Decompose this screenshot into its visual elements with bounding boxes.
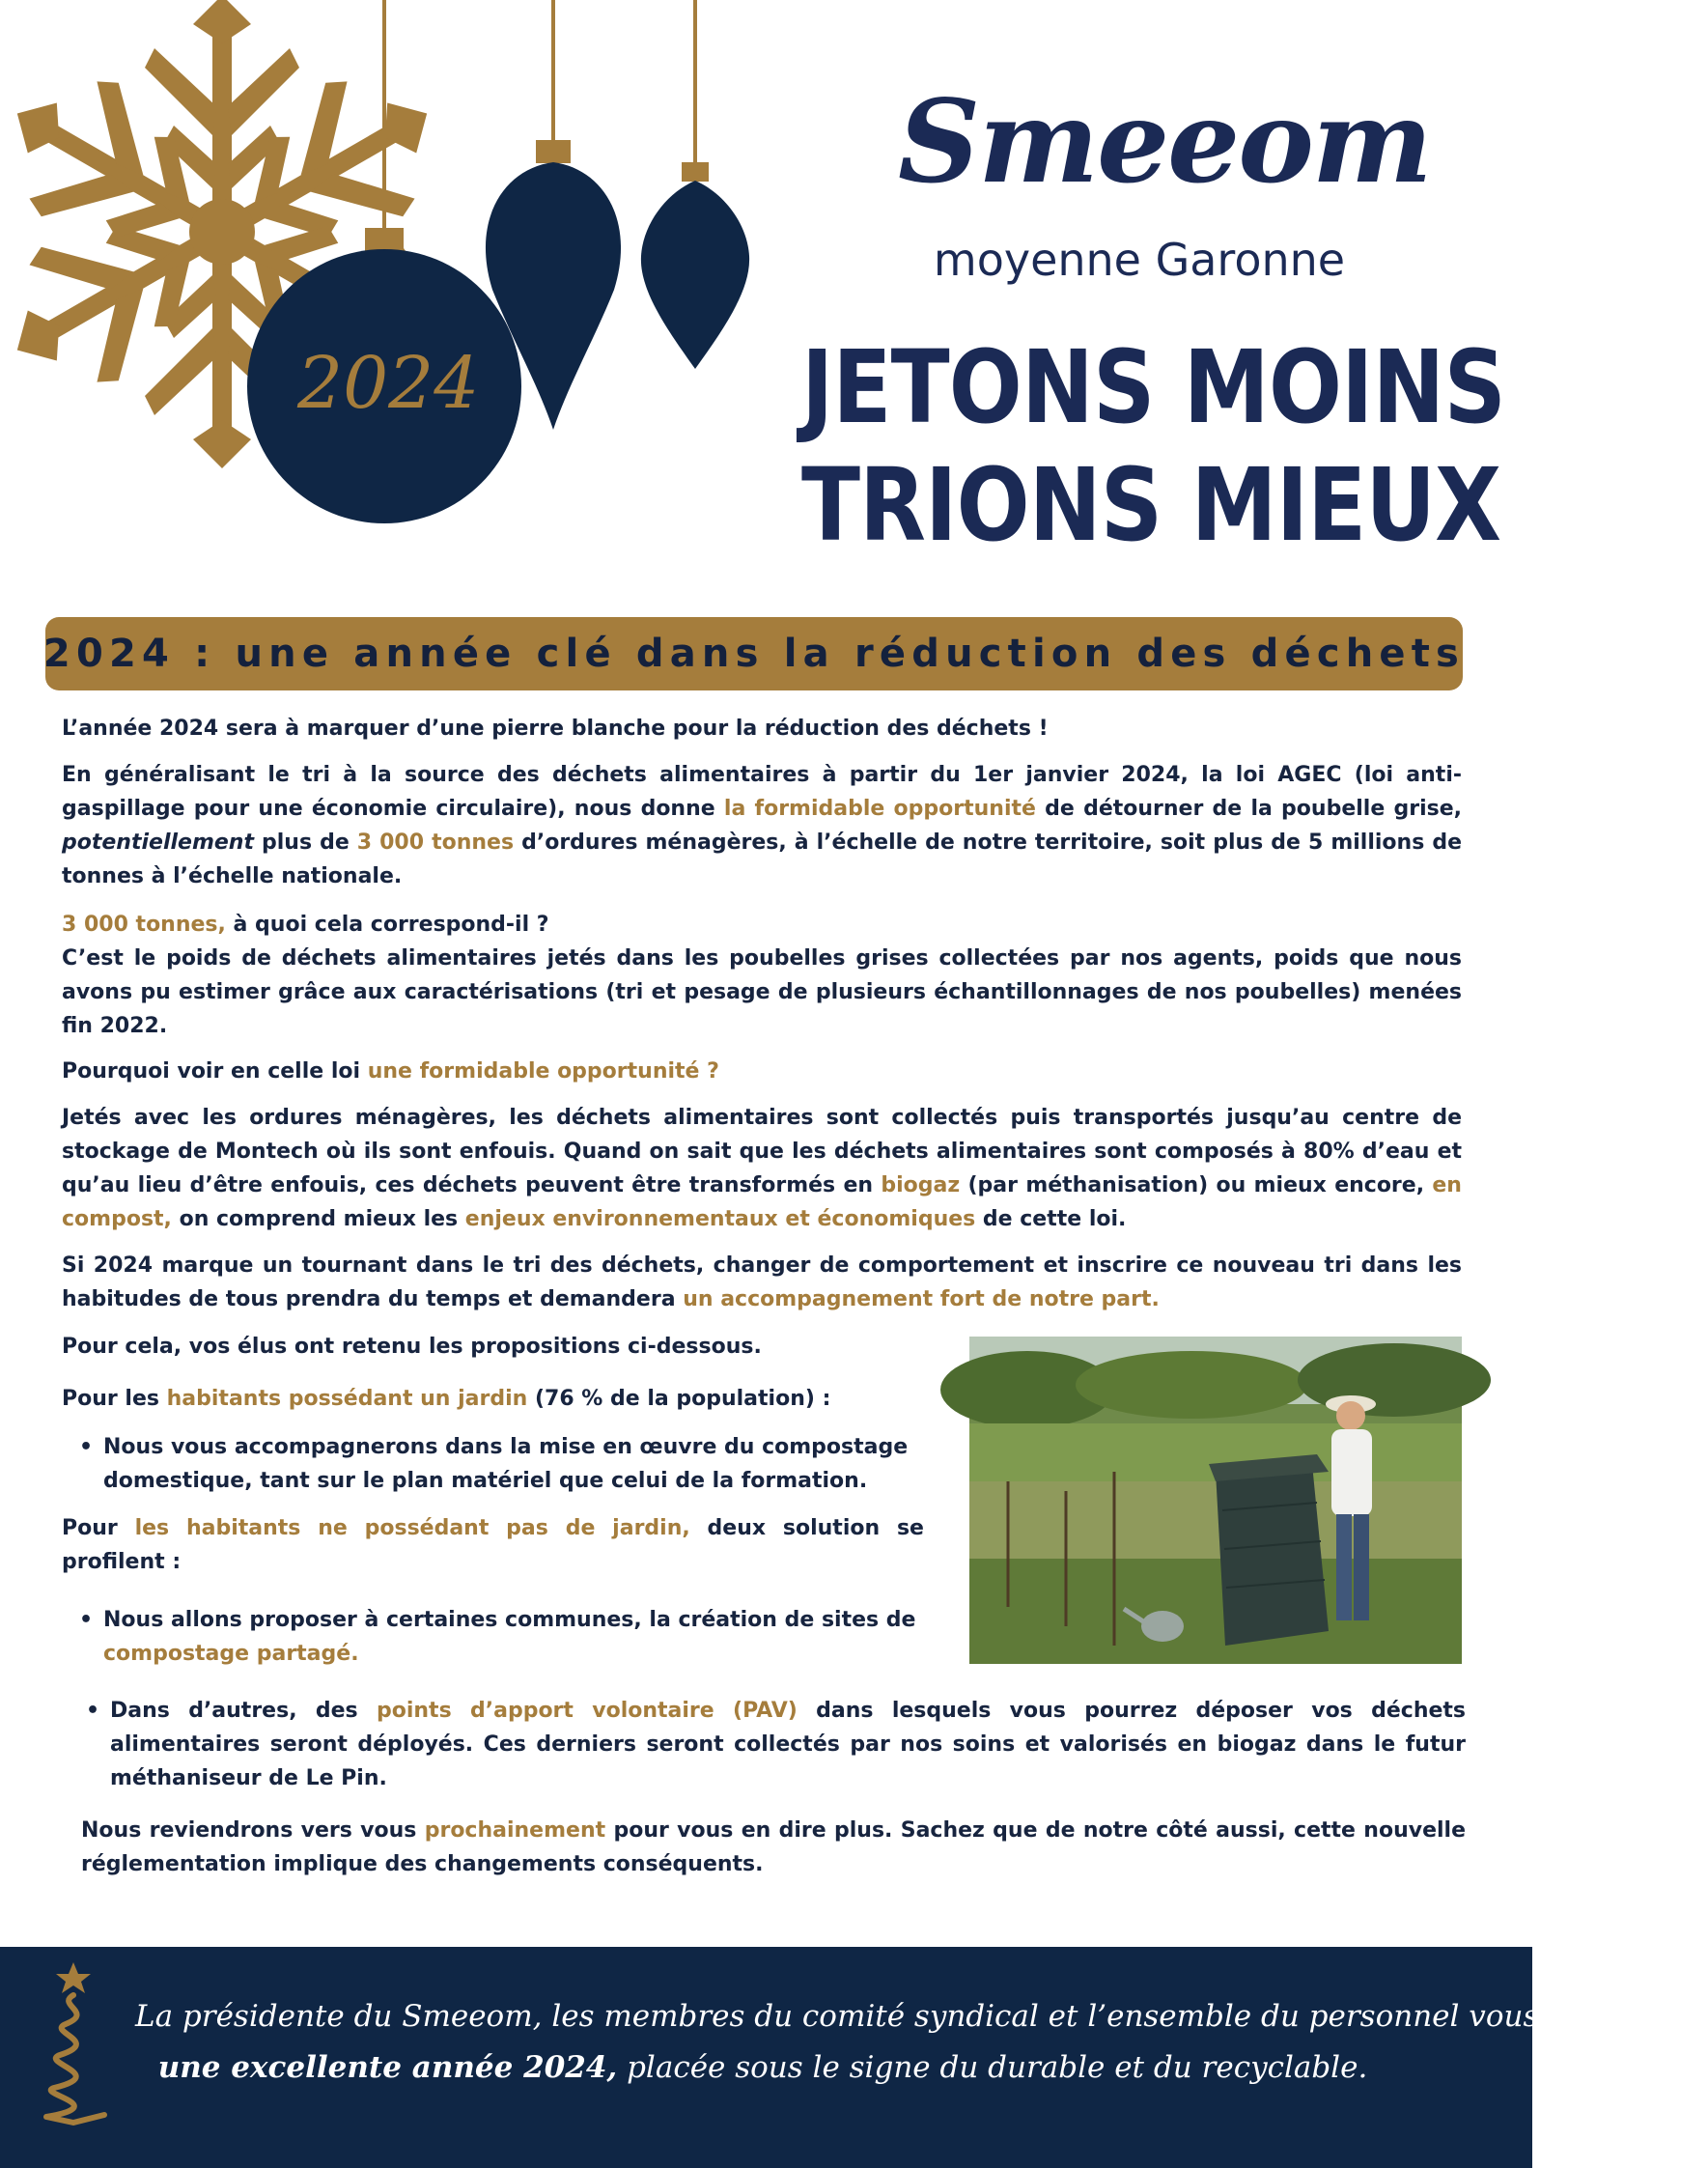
p1-text-a: En généralisant le tri à la source des déchets alimentaires à partir du 1er janvier 2024, la loi AGEC (loi anti-gaspillage pour une économie circulaire), nous donne xyxy=(62,763,1462,821)
bullet3-text-a: Dans d’autres, des xyxy=(110,1699,377,1723)
p9-highlight: prochainement xyxy=(424,1818,606,1843)
title-line-1: JETONS MOINS xyxy=(801,328,1506,446)
p4-text-g: de cette loi. xyxy=(975,1207,1127,1231)
title-line-2: TRIONS MIEUX xyxy=(801,446,1501,564)
bullet-marker: • xyxy=(86,1699,100,1723)
paragraph-propositions xyxy=(62,1330,931,1364)
footer-wishes-bold: une excellente année 2024, xyxy=(157,2050,618,2085)
p4-text-c: (par méthanisation) ou mieux encore, xyxy=(960,1173,1433,1197)
p7-highlight: habitants possédant un jardin xyxy=(166,1387,528,1411)
paragraph-pourquoi xyxy=(62,1055,1462,1088)
bullet-marker: • xyxy=(79,1435,94,1459)
p1-text-g: d’ordures ménagères, à l’échelle de notre territoire, soit plus de 5 millions de tonnes à l’échelle nationale. xyxy=(62,831,1462,888)
paragraph-conclusion xyxy=(81,1814,1466,1881)
paragraph-tonnes xyxy=(62,908,1462,1043)
bullet-marker: • xyxy=(79,1608,94,1632)
p8-text-c: deux solution se profilent : xyxy=(62,1516,924,1574)
footer-wishes-line1: La présidente du Smeeom, les membres du comité syndical et l’ensemble du personnel vous souhaitent xyxy=(135,1999,1708,2034)
p3-highlight: une formidable opportunité ? xyxy=(367,1059,719,1084)
p7-text-c: (76 % de la population) : xyxy=(527,1387,831,1411)
paragraph-tournant xyxy=(62,1249,1462,1316)
p3-text: Pourquoi voir en celle loi xyxy=(62,1059,368,1084)
p6-text: Pour cela, vos élus ont retenu les propositions ci-dessous. xyxy=(62,1335,762,1359)
intro-paragraph xyxy=(62,712,1462,746)
p1-highlight-tonnes: 3 000 tonnes xyxy=(356,831,515,855)
bullet3-text-c: dans lesquels vous pourrez déposer vos déchets alimentaires seront déployés. Ces derniers seront collectés par nos soins et valorisés en biogaz dans le futur méthaniseur de Le Pin. xyxy=(110,1699,1467,1790)
bullet-pav xyxy=(110,1694,1466,1795)
small-ornament-icon xyxy=(641,0,749,369)
bullet2-highlight: compostage partagé. xyxy=(103,1642,359,1666)
bullet3-highlight: points d’apport volontaire (PAV) xyxy=(376,1699,798,1723)
p4-text-e: on comprend mieux les xyxy=(171,1207,465,1231)
ornament-year: 2024 xyxy=(297,342,480,425)
p8-text-a: Pour xyxy=(62,1516,135,1540)
logo-subtitle: moyenne Garonne xyxy=(933,234,1346,286)
p1-text-c: de détourner de la poubelle grise, xyxy=(1035,797,1462,821)
p9-text-a: Nous reviendrons vers vous xyxy=(81,1818,425,1843)
p4-highlight-biogaz: biogaz xyxy=(881,1173,961,1197)
p4-highlight-compost: en compost, xyxy=(62,1173,1462,1231)
p5-text: Si 2024 marque un tournant dans le tri des déchets, changer de comportement et inscrire ce nouveau tri dans les habitudes de tous prendra du temps et demandera xyxy=(62,1253,1462,1311)
p8-highlight: les habitants ne possédant pas de jardin, xyxy=(134,1516,690,1540)
p2-highlight: 3 000 tonnes, xyxy=(62,913,226,937)
p2-question: à quoi cela correspond-il ? xyxy=(225,913,549,937)
paragraph-jardin xyxy=(62,1382,931,1416)
p9-text-c: pour vous en dire plus. Sachez que de notre côté aussi, cette nouvelle réglementation implique des changements conséquents. xyxy=(81,1818,1466,1876)
bullet2-text: Nous allons proposer à certaines communes, la création de sites de xyxy=(103,1608,916,1632)
p1-text-e: plus de xyxy=(253,831,357,855)
p4-text-a: Jetés avec les ordures ménagères, les déchets alimentaires sont collectés puis transportés jusqu’au centre de stockage de Montech où ils sont enfouis. Quand on sait que les déchets alimentaires sont composés à 80% d’eau et qu’au lieu d’être enfouis, ces déchets peuvent être transformés en xyxy=(62,1106,1462,1197)
bullet-compostage-domestique xyxy=(103,1430,924,1498)
paragraph-sans-jardin xyxy=(62,1511,924,1579)
p1-italic-potentiellement: potentiellement xyxy=(62,831,254,855)
smeeom-logo: Smeeom xyxy=(898,74,1431,209)
paragraph-montech xyxy=(62,1101,1462,1236)
p5-highlight: un accompagnement fort de notre part. xyxy=(683,1287,1160,1311)
christmas-tree-icon xyxy=(27,1960,120,2130)
page-title xyxy=(801,328,1506,564)
footer-wishes-rest: placée sous le signe du durable et du recyclable. xyxy=(617,2050,1368,2085)
p2-text: C’est le poids de déchets alimentaires jetés dans les poubelles grises collectées par nos agents, poids que nous avons pu estimer grâce aux caractérisations (tri et pesage de plusieurs échantillonnages de nos poubelles) menées fin 2022. xyxy=(62,946,1462,1038)
paragraph-agec xyxy=(62,758,1462,893)
footer-wishes-line2 xyxy=(135,2047,1390,2088)
section-title: 2024 : une année clé dans la réduction des déchets xyxy=(42,632,1466,676)
intro-text: L’année 2024 sera à marquer d’une pierre blanche pour la réduction des déchets ! xyxy=(62,717,1049,741)
christmas-ornaments-illustration xyxy=(0,0,772,550)
section-banner xyxy=(42,617,1466,690)
bullet1-text: Nous vous accompagnerons dans la mise en œuvre du compostage domestique, tant sur le plan matériel que celui de la formation. xyxy=(103,1435,909,1493)
p1-highlight-opportunity: la formidable opportunité xyxy=(723,797,1036,821)
p7-text-a: Pour les xyxy=(62,1387,167,1411)
garden-compost-photo xyxy=(969,1337,1462,1664)
p4-highlight-enjeux: enjeux environnementaux et économiques xyxy=(464,1207,976,1231)
bullet-compostage-partage xyxy=(103,1603,943,1671)
